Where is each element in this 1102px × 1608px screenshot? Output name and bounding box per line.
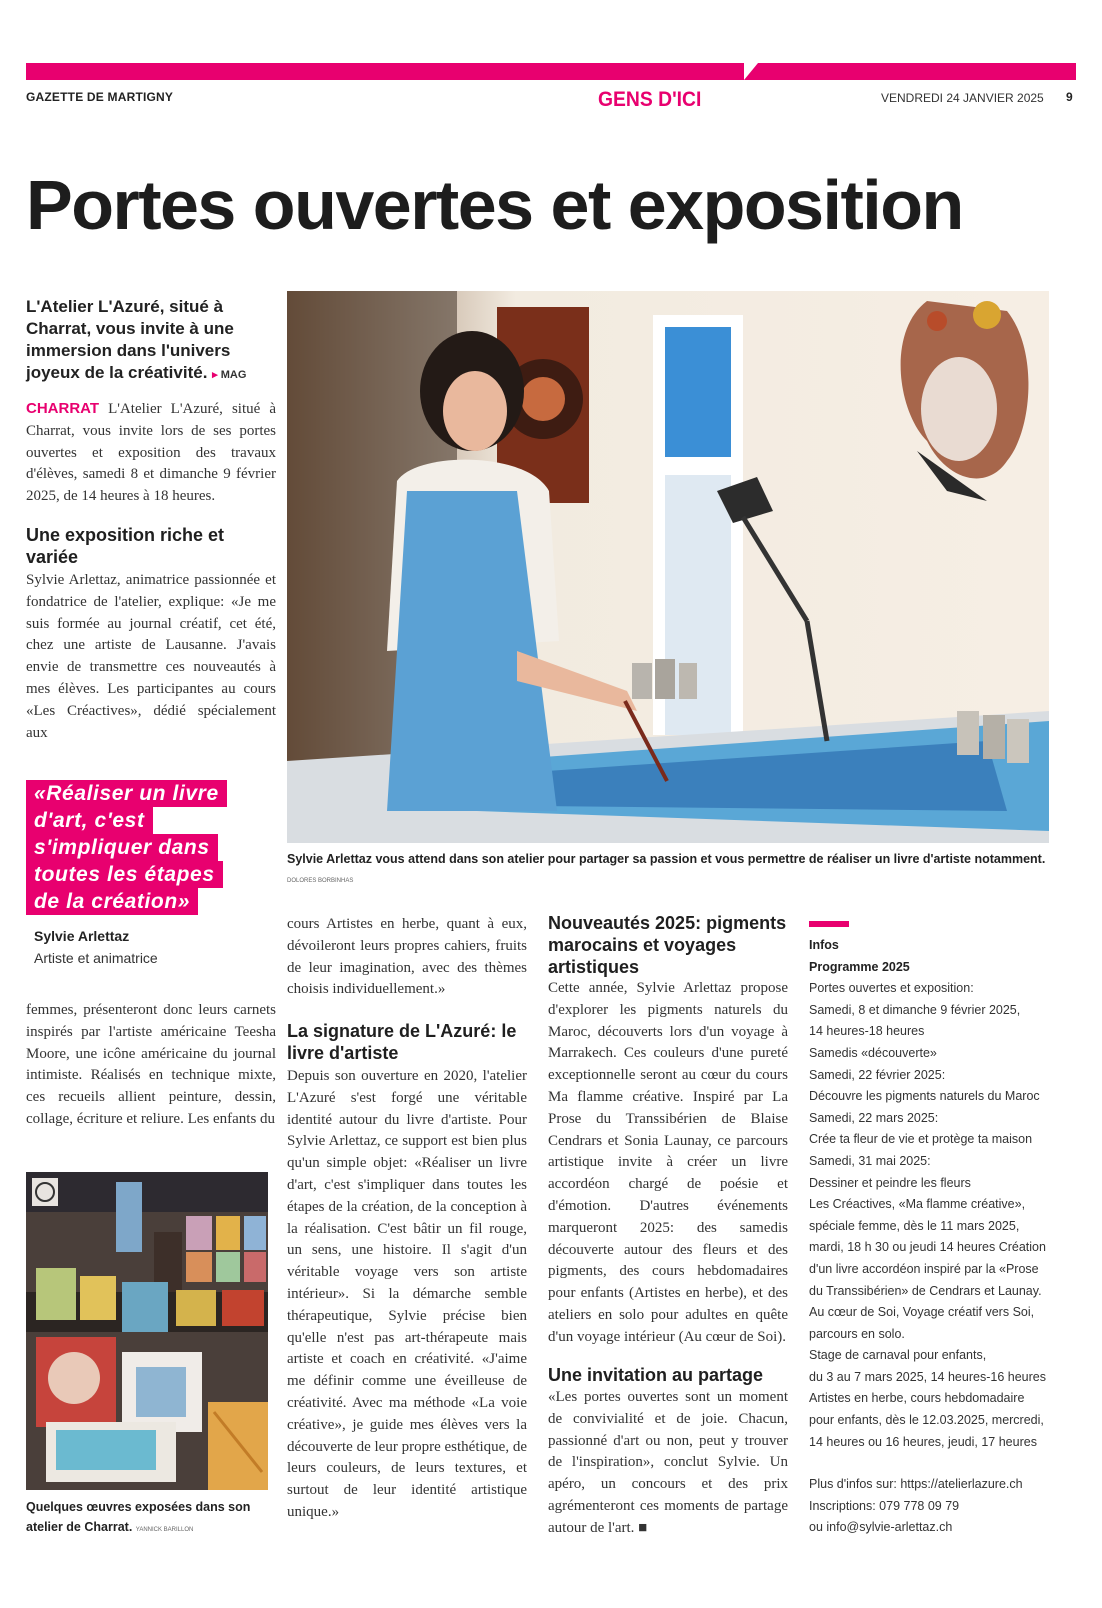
info-line: pour enfants, dès le 12.03.2025, mercredi,	[809, 1413, 1044, 1428]
info-line: Artistes en herbe, cours hebdomadaire	[809, 1391, 1025, 1406]
info-email-link[interactable]: ou info@sylvie-arlettaz.ch	[809, 1520, 953, 1535]
paper-name: GAZETTE DE MARTIGNY	[26, 90, 174, 104]
quote-line: d'art, c'est	[26, 807, 153, 834]
caption-main-photo: Sylvie Arlettaz vous attend dans son atelier pour partager sa passion et vous permettre de réaliser un livre d'artiste notamment.	[287, 852, 1046, 866]
photo-artworks	[26, 1172, 268, 1490]
credit-small-photo: YANNICK BARILLON	[135, 1527, 194, 1533]
section2-text: Depuis son ouverture en 2020, l'atelier L'Azuré s'est forgé une véritable identité autour du livre d'artiste. Pour Sylvie Arlettaz, ce support est bien plus qu'un simple objet: «Réaliser un livre d'art, c'est s'impliquer dans toutes les étapes de la création, de la conception à la réalisation. C'est bâtir un fil rouge, un sens, une histoire. Il s'agit d'un véritable voyage vers son artiste intérieur». Si la démarche semble thérapeutique, Sylvie précise bien qu'elle n'est pas art-thérapeute mais artiste et coach en créativité. «J'aime me définir comme une éveilleuse de créativité. Avec ma méthode «La voie créative», je guide mes élèves vers la découverte de leur propre esthétique, de leurs couleurs, de leurs textures, et surtout de leur identité artistique unique.»	[287, 1068, 527, 1520]
section1-text-a: Sylvie Arlettaz, animatrice passionnée et fondatrice de l'atelier, explique: «Je me suis formée au journal créatif, cet été, chez une artiste de Lausanne. J'avais envie de transmettre ces nouveautés à mes élèves. Les participantes au cours «Les Créactives», dédié spécialement aux	[26, 572, 276, 741]
quote-line: s'impliquer dans	[26, 834, 218, 861]
info-phone: Inscriptions: 079 778 09 79	[809, 1498, 960, 1513]
top-bar-left	[26, 63, 744, 80]
subhead-signature: La signature de L'Azuré: le livre d'artiste	[287, 1021, 517, 1063]
info-line: spéciale femme, dès le 11 mars 2025,	[809, 1218, 1020, 1233]
info-line: parcours en solo.	[809, 1326, 905, 1341]
caption-small-photo	[26, 1497, 286, 1540]
subhead-nouveautes: Nouveautés 2025: pigments marocains et voyages artistiques	[548, 913, 787, 977]
artworks-illustration	[26, 1172, 268, 1490]
atelier-illustration	[287, 291, 1049, 843]
info-label: Infos	[809, 938, 839, 952]
subhead-exposition: Une exposition riche et variée	[26, 525, 225, 567]
lead-author: ▸ MAG	[212, 369, 247, 381]
pull-quote	[26, 780, 256, 915]
info-line: d'un livre accordéon inspiré par la «Prose	[809, 1261, 1039, 1276]
info-line: Samedis «découverte»	[809, 1045, 937, 1060]
subhead-invitation: Une invitation au partage	[548, 1365, 764, 1385]
top-bar-right	[744, 63, 1076, 80]
intro-text: L'Atelier L'Azuré, situé à Charrat, vous invite lors de ses portes ouvertes et exposition des travaux d'élèves, samedi 8 et dimanche 9 février 2025, de 14 heures à 18 heures.	[26, 401, 276, 505]
quote-line: «Réaliser un livre	[26, 780, 227, 807]
quote-line: de la création»	[26, 888, 198, 915]
info-accent-mark	[809, 921, 849, 927]
info-line: Découvre les pigments naturels du Maroc	[809, 1089, 1040, 1104]
photo-atelier	[287, 291, 1049, 843]
credit-main-photo: DOLORES BORBINHAS	[287, 878, 354, 884]
issue-date: VENDREDI 24 JANVIER 2025	[881, 91, 1044, 105]
lead-paragraph	[26, 296, 276, 386]
headline: Portes ouvertes et exposition	[26, 166, 963, 244]
quote-role: Artiste et animatrice	[34, 950, 158, 966]
section1-text-c: cours Artistes en herbe, quant à eux, dévoileront leurs propres cahiers, fruits de leur imagination, avec des thèmes choisis individuellement.»	[287, 916, 527, 998]
info-website-link[interactable]: Plus d'infos sur: https://atelierlazure.ch	[809, 1477, 1023, 1491]
info-heading: Programme 2025	[809, 959, 910, 974]
page-number: 9	[1066, 90, 1073, 104]
info-line: du Transsibérien» de Cendrars et Launay.	[809, 1283, 1042, 1298]
section3-text: Cette année, Sylvie Arlettaz propose d'explorer les pigments naturels du Maroc, découverts lors d'un voyage à Marrakech. Ces couleurs d'une pureté exceptionnelle seront au cœur du cours Ma flamme créative. Inspiré par La Prose du Transsibérien de Blaise Cendrars et Sonia Launay, ce parcours artistique invite à créer un livre accordéon chargé de poésie et d'émotion. D'autres événements marqueront 2025: des samedis découverte autour des fleurs et des pigments, des cours hebdomadaires pour enfants (Artistes en herbe), et des ateliers en solo pour adultes en quête d'un voyage intérieur (Au cœur de Soi).	[548, 980, 788, 1345]
info-line: du 3 au 7 mars 2025, 14 heures-16 heures	[809, 1369, 1046, 1384]
lead-text: L'Atelier L'Azuré, situé à Charrat, vous invite à une immersion dans l'univers joyeux de la créativité.	[26, 297, 234, 382]
info-line: 14 heures ou 16 heures, jeudi, 17 heures	[809, 1434, 1037, 1449]
info-box	[809, 935, 1089, 1453]
info-line: Samedi, 31 mai 2025:	[809, 1153, 931, 1168]
info-line: Au cœur de Soi, Voyage créatif vers Soi,	[809, 1305, 1035, 1320]
info-line: Samedi, 8 et dimanche 9 février 2025,	[809, 1002, 1021, 1017]
info-line: 14 heures-18 heures	[809, 1024, 925, 1039]
dateline: CHARRAT	[26, 400, 100, 417]
info-line: Portes ouvertes et exposition:	[809, 981, 974, 996]
info-line: Samedi, 22 février 2025:	[809, 1067, 946, 1082]
info-line: Dessiner et peindre les fleurs	[809, 1175, 971, 1190]
section-name: GENS D'ICI	[598, 88, 702, 111]
intro-paragraph	[26, 398, 276, 508]
quote-author: Sylvie Arlettaz	[34, 928, 130, 944]
info-contact	[809, 1474, 1089, 1539]
info-line: Samedi, 22 mars 2025:	[809, 1110, 939, 1125]
info-line: mardi, 18 h 30 ou jeudi 14 heures Création	[809, 1240, 1046, 1255]
section4-text: «Les portes ouvertes sont un moment de convivialité et de joie. Chacun, passionné d'art ou non, peut y trouver de l'inspiration», conclut Sylvie. Un apéro, un concours et des prix agrémenteront ces moments de partage autour de l'art. ■	[548, 1389, 788, 1536]
info-line: Les Créactives, «Ma flamme créative»,	[809, 1197, 1026, 1212]
section1-text-b: femmes, présenteront donc leurs carnets inspirés par l'artiste américaine Teesha Moore, une icône américaine du journal intimiste. Réalisés en technique mixte, ces recueils allient peinture, dessin, collage, écriture et reliure. Les enfants du	[26, 1002, 276, 1127]
quote-line: toutes les étapes	[26, 861, 223, 888]
caption-small-text: Quelques œuvres exposées dans son atelier de Charrat.	[26, 1500, 251, 1534]
info-line: Stage de carnaval pour enfants,	[809, 1348, 987, 1363]
info-line: Crée ta fleur de vie et protège ta maison	[809, 1132, 1033, 1147]
